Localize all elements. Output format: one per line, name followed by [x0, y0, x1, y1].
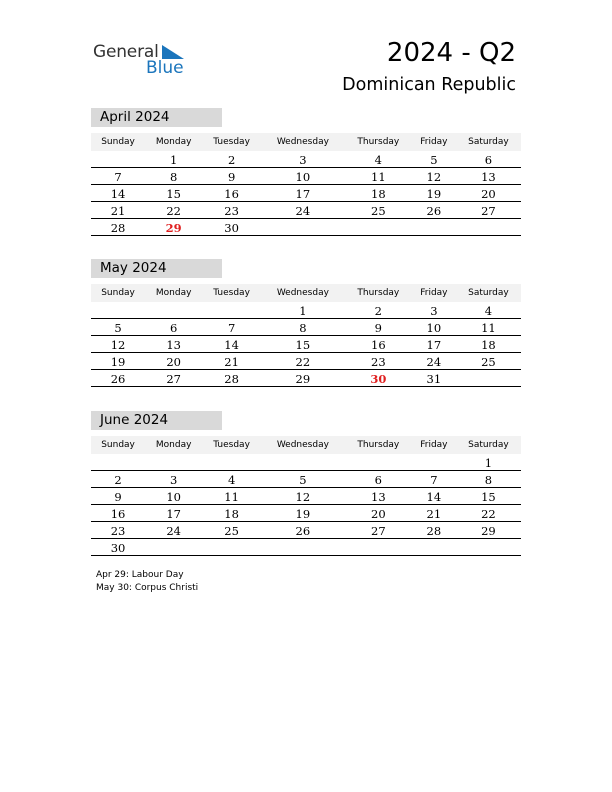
weekday-header-row — [91, 436, 521, 454]
day-cell: 6 — [345, 471, 412, 488]
weekday-label: Sunday — [91, 436, 145, 454]
day-cell: 27 — [145, 370, 202, 387]
empty-day-cell — [345, 219, 412, 236]
weekday-label: Monday — [145, 436, 202, 454]
day-cell: 21 — [202, 353, 261, 370]
weekday-label: Monday — [145, 284, 202, 302]
weekday-label: Thursday — [345, 133, 412, 151]
weekday-label: Wednesday — [261, 284, 345, 302]
day-cell: 25 — [202, 522, 261, 539]
day-cell: 20 — [345, 505, 412, 522]
week-row — [91, 505, 521, 522]
day-cell: 17 — [412, 336, 456, 353]
day-cell: 1 — [145, 151, 202, 168]
day-cell: 3 — [412, 302, 456, 319]
day-cell: 20 — [145, 353, 202, 370]
day-cell: 16 — [202, 185, 261, 202]
weekday-label: Wednesday — [261, 436, 345, 454]
day-cell: 28 — [91, 219, 145, 236]
empty-day-cell — [345, 539, 412, 556]
weekday-label: Sunday — [91, 133, 145, 151]
day-cell: 26 — [412, 202, 456, 219]
empty-day-cell — [412, 219, 456, 236]
weekday-label: Wednesday — [261, 133, 345, 151]
day-cell: 3 — [261, 151, 345, 168]
day-cell: 22 — [145, 202, 202, 219]
empty-day-cell — [145, 454, 202, 471]
logo-triangle-icon — [162, 45, 184, 59]
day-cell: 27 — [456, 202, 521, 219]
holiday-day-cell: 30 — [345, 370, 412, 387]
month-title: April 2024 — [91, 108, 222, 127]
day-cell: 17 — [145, 505, 202, 522]
week-row — [91, 454, 521, 471]
day-cell: 18 — [456, 336, 521, 353]
day-cell: 19 — [261, 505, 345, 522]
weekday-label: Tuesday — [202, 436, 261, 454]
day-cell: 25 — [345, 202, 412, 219]
day-cell: 11 — [202, 488, 261, 505]
week-row — [91, 219, 521, 236]
day-cell: 22 — [261, 353, 345, 370]
day-cell: 4 — [202, 471, 261, 488]
day-cell: 28 — [202, 370, 261, 387]
day-cell: 30 — [202, 219, 261, 236]
empty-day-cell — [202, 539, 261, 556]
holiday-day-cell: 29 — [145, 219, 202, 236]
holiday-notes — [96, 569, 198, 595]
month-calendar-table — [91, 284, 521, 387]
week-row — [91, 302, 521, 319]
weekday-label: Tuesday — [202, 284, 261, 302]
week-row — [91, 168, 521, 185]
day-cell: 13 — [345, 488, 412, 505]
page-title: 2024 - Q2 — [386, 38, 516, 68]
logo-text-general: General — [93, 42, 159, 62]
day-cell: 8 — [456, 471, 521, 488]
day-cell: 12 — [261, 488, 345, 505]
empty-day-cell — [261, 539, 345, 556]
empty-day-cell — [261, 454, 345, 471]
empty-day-cell — [412, 454, 456, 471]
day-cell: 30 — [91, 539, 145, 556]
empty-day-cell — [456, 370, 521, 387]
empty-day-cell — [261, 219, 345, 236]
day-cell: 23 — [91, 522, 145, 539]
month-block-april — [91, 108, 521, 236]
day-cell: 2 — [202, 151, 261, 168]
weekday-label: Saturday — [456, 133, 521, 151]
day-cell: 28 — [412, 522, 456, 539]
day-cell: 19 — [91, 353, 145, 370]
day-cell: 5 — [261, 471, 345, 488]
week-row — [91, 151, 521, 168]
day-cell: 2 — [91, 471, 145, 488]
day-cell: 21 — [412, 505, 456, 522]
day-cell: 10 — [261, 168, 345, 185]
week-row — [91, 522, 521, 539]
day-cell: 20 — [456, 185, 521, 202]
day-cell: 11 — [345, 168, 412, 185]
month-calendar-table — [91, 133, 521, 236]
day-cell: 8 — [145, 168, 202, 185]
day-cell: 15 — [456, 488, 521, 505]
weekday-label: Saturday — [456, 436, 521, 454]
month-calendar-table — [91, 436, 521, 556]
day-cell: 8 — [261, 319, 345, 336]
day-cell: 12 — [91, 336, 145, 353]
weekday-label: Saturday — [456, 284, 521, 302]
day-cell: 7 — [412, 471, 456, 488]
day-cell: 10 — [412, 319, 456, 336]
day-cell: 1 — [261, 302, 345, 319]
day-cell: 19 — [412, 185, 456, 202]
week-row — [91, 319, 521, 336]
day-cell: 31 — [412, 370, 456, 387]
day-cell: 7 — [91, 168, 145, 185]
empty-day-cell — [456, 219, 521, 236]
holiday-note: May 30: Corpus Christi — [96, 583, 199, 593]
month-block-may — [91, 259, 521, 387]
week-row — [91, 353, 521, 370]
week-row — [91, 202, 521, 219]
day-cell: 15 — [261, 336, 345, 353]
empty-day-cell — [145, 539, 202, 556]
weekday-header-row — [91, 133, 521, 151]
weekday-label: Friday — [412, 436, 456, 454]
month-block-june — [91, 411, 521, 556]
day-cell: 23 — [202, 202, 261, 219]
weekday-label: Monday — [145, 133, 202, 151]
day-cell: 18 — [202, 505, 261, 522]
day-cell: 15 — [145, 185, 202, 202]
day-cell: 4 — [456, 302, 521, 319]
day-cell: 18 — [345, 185, 412, 202]
day-cell: 11 — [456, 319, 521, 336]
empty-day-cell — [202, 302, 261, 319]
weekday-label: Friday — [412, 133, 456, 151]
day-cell: 16 — [91, 505, 145, 522]
day-cell: 13 — [456, 168, 521, 185]
day-cell: 1 — [456, 454, 521, 471]
empty-day-cell — [91, 151, 145, 168]
day-cell: 5 — [91, 319, 145, 336]
day-cell: 16 — [345, 336, 412, 353]
day-cell: 22 — [456, 505, 521, 522]
week-row — [91, 488, 521, 505]
day-cell: 29 — [456, 522, 521, 539]
weekday-header-row — [91, 284, 521, 302]
weekday-label: Thursday — [345, 436, 412, 454]
generalblue-logo — [93, 42, 193, 78]
empty-day-cell — [91, 454, 145, 471]
weekday-label: Tuesday — [202, 133, 261, 151]
empty-day-cell — [91, 302, 145, 319]
country-name: Dominican Republic — [342, 75, 516, 95]
day-cell: 26 — [91, 370, 145, 387]
empty-day-cell — [412, 539, 456, 556]
day-cell: 21 — [91, 202, 145, 219]
day-cell: 27 — [345, 522, 412, 539]
month-title: June 2024 — [91, 411, 222, 430]
weekday-label: Friday — [412, 284, 456, 302]
day-cell: 23 — [345, 353, 412, 370]
empty-day-cell — [456, 539, 521, 556]
day-cell: 17 — [261, 185, 345, 202]
day-cell: 26 — [261, 522, 345, 539]
day-cell: 12 — [412, 168, 456, 185]
week-row — [91, 370, 521, 387]
day-cell: 25 — [456, 353, 521, 370]
week-row — [91, 185, 521, 202]
empty-day-cell — [202, 454, 261, 471]
week-row — [91, 336, 521, 353]
day-cell: 24 — [145, 522, 202, 539]
day-cell: 24 — [412, 353, 456, 370]
day-cell: 9 — [345, 319, 412, 336]
day-cell: 6 — [145, 319, 202, 336]
day-cell: 29 — [261, 370, 345, 387]
day-cell: 9 — [202, 168, 261, 185]
day-cell: 2 — [345, 302, 412, 319]
holiday-note: Apr 29: Labour Day — [96, 570, 184, 580]
day-cell: 24 — [261, 202, 345, 219]
day-cell: 10 — [145, 488, 202, 505]
week-row — [91, 471, 521, 488]
day-cell: 4 — [345, 151, 412, 168]
logo-text-blue: Blue — [146, 58, 184, 78]
day-cell: 5 — [412, 151, 456, 168]
day-cell: 6 — [456, 151, 521, 168]
week-row — [91, 539, 521, 556]
month-title: May 2024 — [91, 259, 222, 278]
day-cell: 14 — [412, 488, 456, 505]
weekday-label: Sunday — [91, 284, 145, 302]
day-cell: 3 — [145, 471, 202, 488]
weekday-label: Thursday — [345, 284, 412, 302]
day-cell: 14 — [91, 185, 145, 202]
day-cell: 14 — [202, 336, 261, 353]
empty-day-cell — [145, 302, 202, 319]
day-cell: 7 — [202, 319, 261, 336]
empty-day-cell — [345, 454, 412, 471]
day-cell: 9 — [91, 488, 145, 505]
day-cell: 13 — [145, 336, 202, 353]
